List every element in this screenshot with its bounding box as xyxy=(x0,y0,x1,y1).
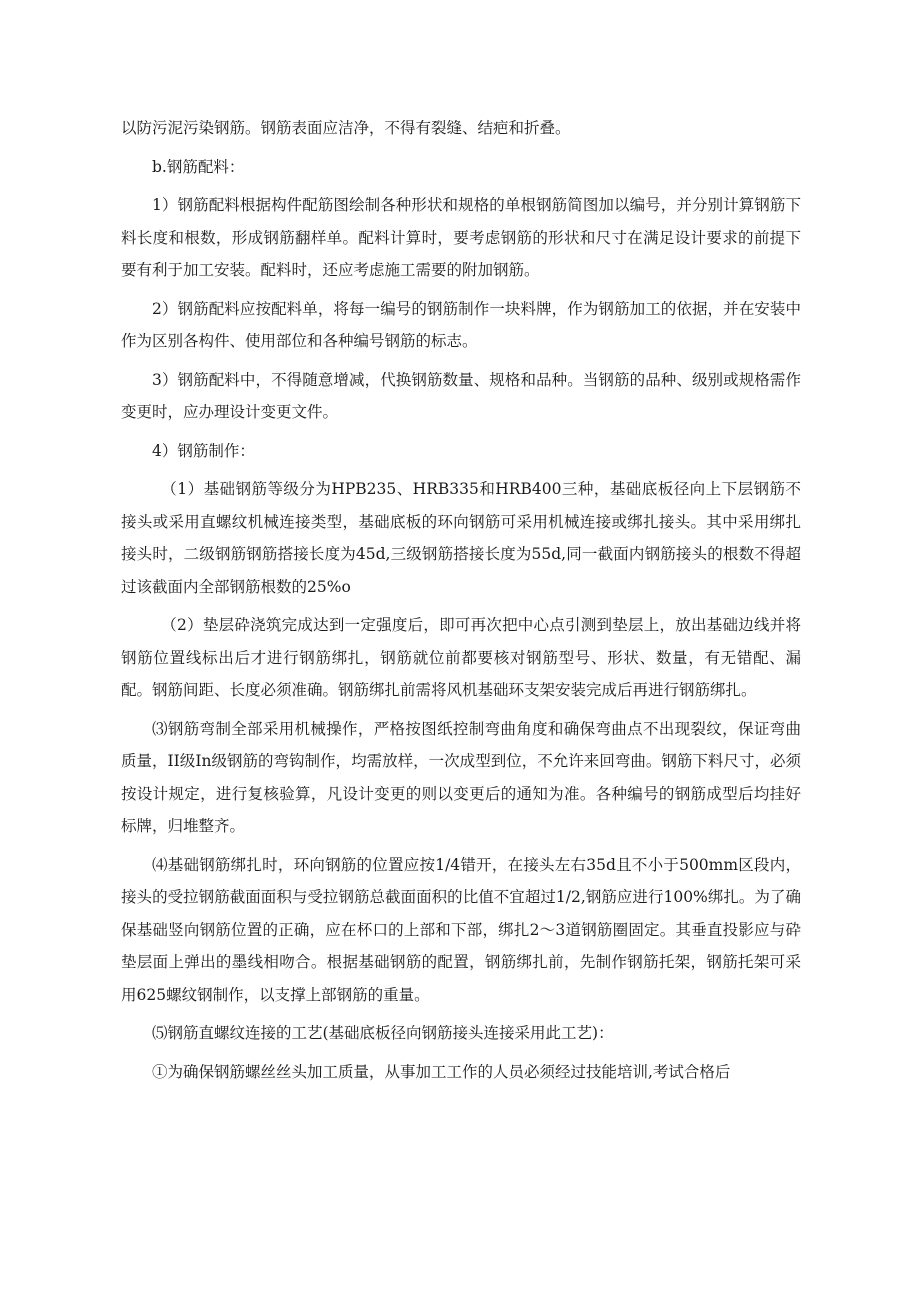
paragraph-item-2: 2）钢筋配料应按配料单，将每一编号的钢筋制作一块料牌，作为钢筋加工的依据，并在安装中作为区别各构件、使用部位和各种编号钢筋的标志。 xyxy=(121,299,801,350)
paragraph-continuation: 以防污泥污染钢筋。钢筋表面应洁净，不得有裂缝、结疤和折叠。 xyxy=(121,119,571,137)
paragraph-sub-5-heading: ⑸钢筋直螺纹连接的工艺(基础底板径向钢筋接头连接采用此工艺)： xyxy=(152,1024,614,1042)
document-body xyxy=(121,112,801,1088)
section-heading-b: b.钢筋配料： xyxy=(152,157,245,176)
paragraph-sub-5-item-1: ①为确保钢筋螺丝丝头加工质量，从事加工工作的人员必须经过技能培训,考试合格后 xyxy=(152,1062,731,1081)
paragraph-sub-1: （1）基础钢筋等级分为HPB235、HRB335和HRB400三种，基础底板径向上下层钢筋不接头或采用直螺纹机械连接类型，基础底板的环向钢筋可采用机械连接或绑扎接头。其中采用绑扎接头时，二级钢筋钢筋搭接长度为45d,三级钢筋搭接长度为55d,同一截面内钢筋接头的根数不得超过该截面内全部钢筋根数的25%o xyxy=(121,480,801,596)
paragraph-item-4-heading: 4）钢筋制作： xyxy=(152,441,255,460)
paragraph-sub-4: ⑷基础钢筋绑扎时，环向钢筋的位置应按1/4错开，在接头左右35d且不小于500mm区段内，接头的受拉钢筋截面面积与受拉钢筋总截面面积的比值不宜超过1/2,钢筋应进行100%绑扎。为了确保基础竖向钢筋位置的正确，应在杯口的上部和下部，绑扎2〜3道钢筋圈固定。其垂直投影应与砕垫层面上弹出的墨线相吻合。根据基础钢筋的配置，钢筋绑扎前，先制作钢筋托架，钢筋托架可采用625螺纹钢制作，以支撑上部钢筋的重量。 xyxy=(121,855,801,1004)
paragraph-item-1: 1）钢筋配料根据构件配筋图绘制各种形状和规格的单根钢筋简图加以编号，并分别计算钢筋下料长度和根数，形成钢筋翻样单。配料计算时，要考虑钢筋的形状和尺寸在满足设计要求的前提下要有利于加工安装。配料时，还应考虑施工需要的附加钢筋。 xyxy=(121,196,801,279)
paragraph-item-3: 3）钢筋配料中，不得随意增减，代换钢筋数量、规格和品种。当钢筋的品种、级别或规格需作变更时，应办理设计变更文件。 xyxy=(121,370,801,421)
paragraph-sub-2: （2）垫层砕浇筑完成达到一定强度后，即可再次把中心点引测到垫层上，放出基础边线并将钢筋位置线标出后才进行钢筋绑扎，钢筋就位前都要核对钢筋型号、形状、数量，有无错配、漏配。钢筋间距、长度必须准确。钢筋绑扎前需将风机基础环支架安装完成后再进行钢筋绑扎。 xyxy=(121,616,801,699)
paragraph-sub-3: ⑶钢筋弯制全部采用机械操作，严格按图纸控制弯曲角度和确保弯曲点不出现裂纹，保证弯曲质量，II级In级钢筋的弯钩制作，均需放样，一次成型到位，不允许来回弯曲。钢筋下料尺寸，必须按设计规定，进行复核验算，凡设计变更的则以变更后的通知为准。各种编号的钢筋成型后均挂好标牌，归堆整齐。 xyxy=(121,719,801,835)
